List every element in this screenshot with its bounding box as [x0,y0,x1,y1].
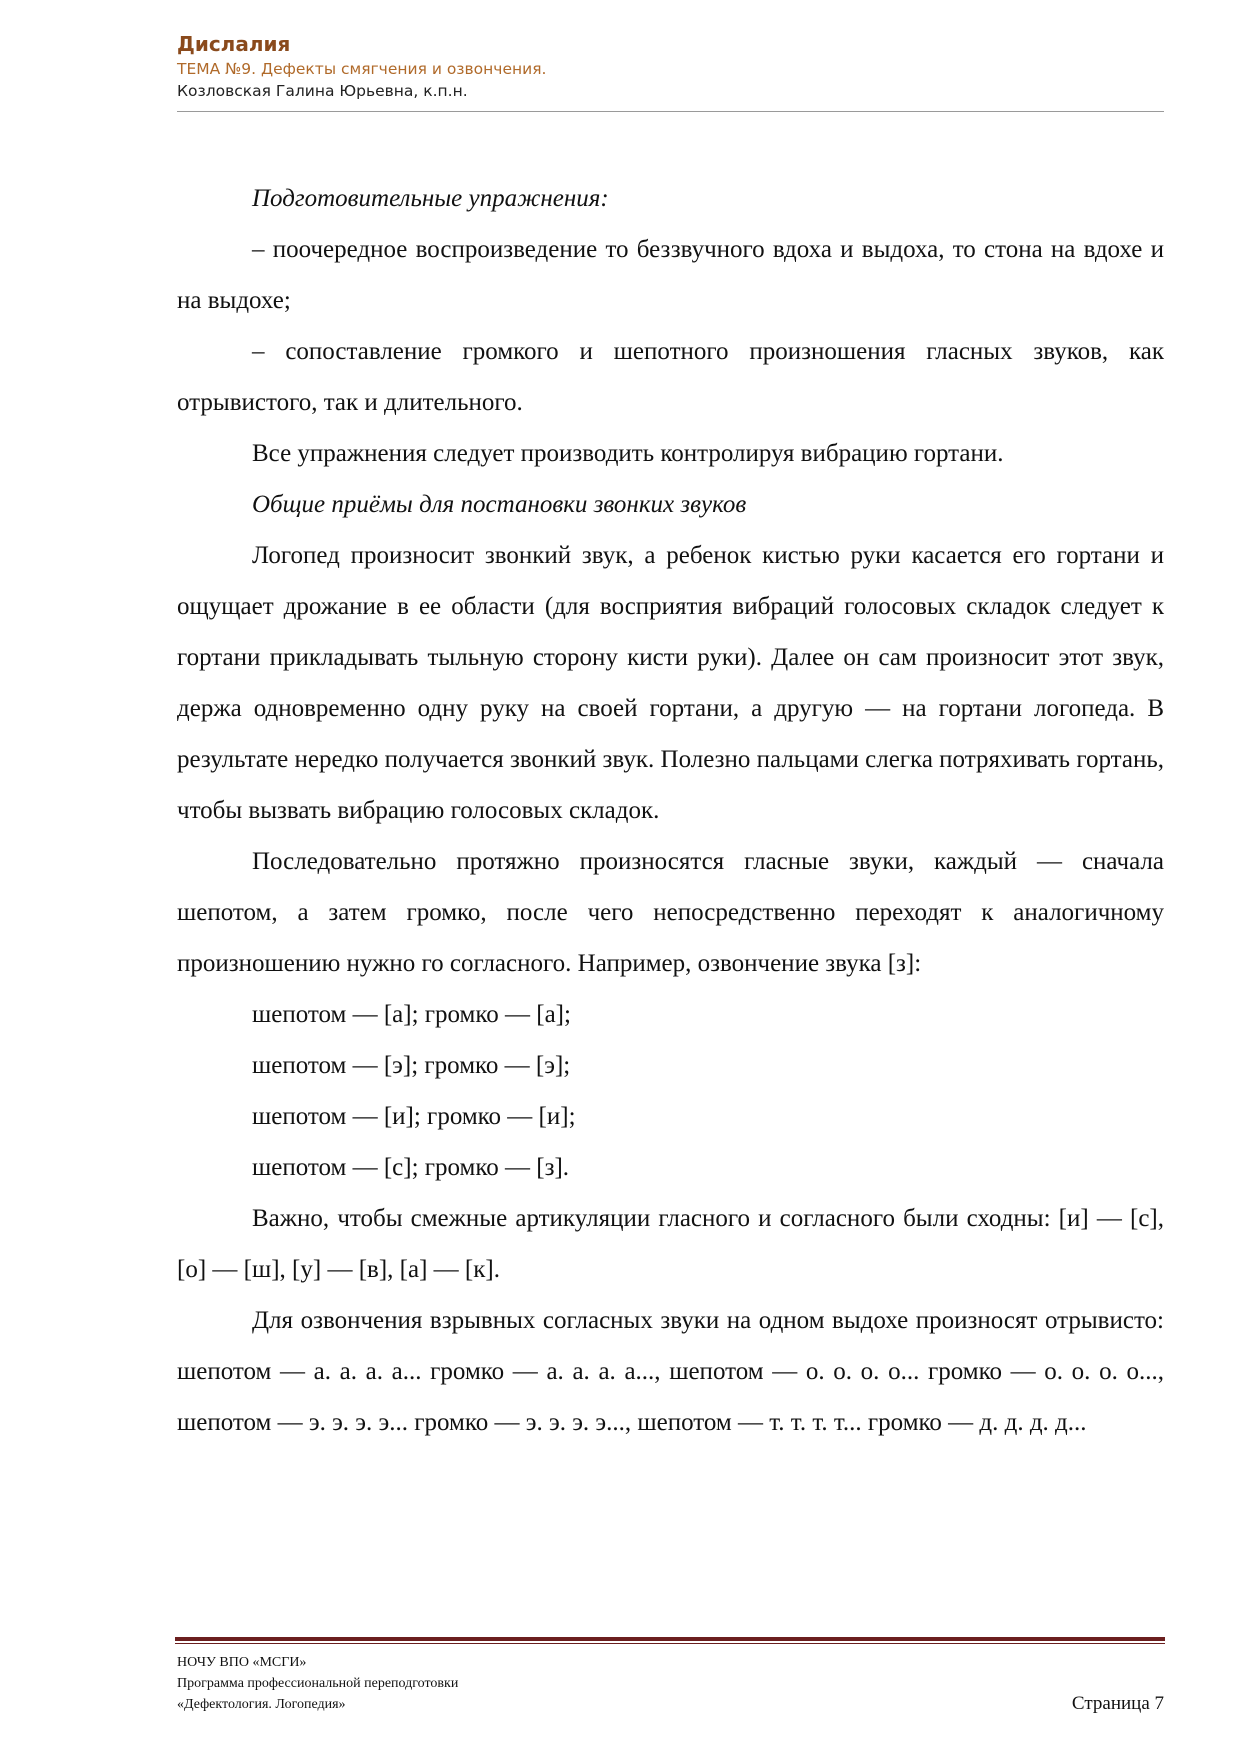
footer-divider-thin [175,1643,1165,1644]
page-number: Страница 7 [1071,1693,1164,1714]
document-title: Дислалия [177,32,291,56]
example-line-a: шепотом — [а]; громко — [а]; [252,1001,571,1028]
page-body [177,173,1164,1448]
footer-organization: НОЧУ ВПО «МСГИ» [177,1655,307,1670]
logoped-paragraph: Логопед произносит звонкий звук, а ребенок кистью руки касается его гортани и ощущает дрожание в ее области (для восприятия вибраций голосовых складок следует к гортани прикладывать тыльную сторону кисти руки). Далее он сам произносит этот звук, держа одновременно одну руку на своей гортани, а другую — на гортани логопеда. В результате нередко получается звонкий звук. Полезно пальцами слегка потряхивать гортань, чтобы вызвать вибрацию голосовых складок. [177,542,1164,824]
prep-item-2: – сопоставление громкого и шепотного произношения гласных звуков, как отрывистого, так и длительного. [177,338,1164,416]
example-line-e: шепотом — [э]; громко — [э]; [252,1052,571,1079]
important-paragraph: Важно, чтобы смежные артикуляции гласного и согласного были сходны: [и] — [с], [о] — [ш], [у] — [в], [а] — [к]. [177,1205,1164,1283]
control-paragraph: Все упражнения следует производить контролируя вибрацию гортани. [252,440,1004,467]
example-line-i: шепотом — [и]; громко — [и]; [252,1103,576,1130]
footer-course: «Дефектология. Логопедия» [177,1697,346,1712]
plosive-paragraph: Для озвончения взрывных согласных звуки на одном выдохе произносят отрывисто: шепотом — а. а. а. а... громко — а. а. а. а..., шепотом — о. о. о. о... громко — о. о. о. о..., шепотом — э. э. э. э... громко — э. э. э. э..., шепотом — т. т. т. т... громко — д. д. д. д... [177,1307,1164,1436]
example-line-s-z: шепотом — [с]; громко — [з]. [252,1154,570,1181]
header-divider [177,111,1164,112]
topic-subtitle: ТЕМА №9. Дефекты смягчения и озвончения. [177,60,547,78]
page-footer [177,1652,1164,1715]
general-methods-heading: Общие приёмы для постановки звонких звуков [252,491,747,518]
prep-exercises-heading: Подготовительные упражнения: [252,185,609,212]
sequence-paragraph: Последовательно протяжно произносятся гласные звуки, каждый — сначала шепотом, а затем громко, после чего непосредственно переходят к аналогичному произношению нужно го согласного. Например, озвончение звука [з]: [177,848,1164,977]
footer-divider-thick [175,1637,1165,1641]
author-line: Козловская Галина Юрьевна, к.п.н. [177,82,468,100]
prep-item-1: – поочередное воспроизведение то беззвучного вдоха и выдоха, то стона на вдохе и на выдохе; [177,236,1164,314]
page-header [177,30,1164,102]
footer-program: Программа профессиональной переподготовки [177,1676,459,1691]
